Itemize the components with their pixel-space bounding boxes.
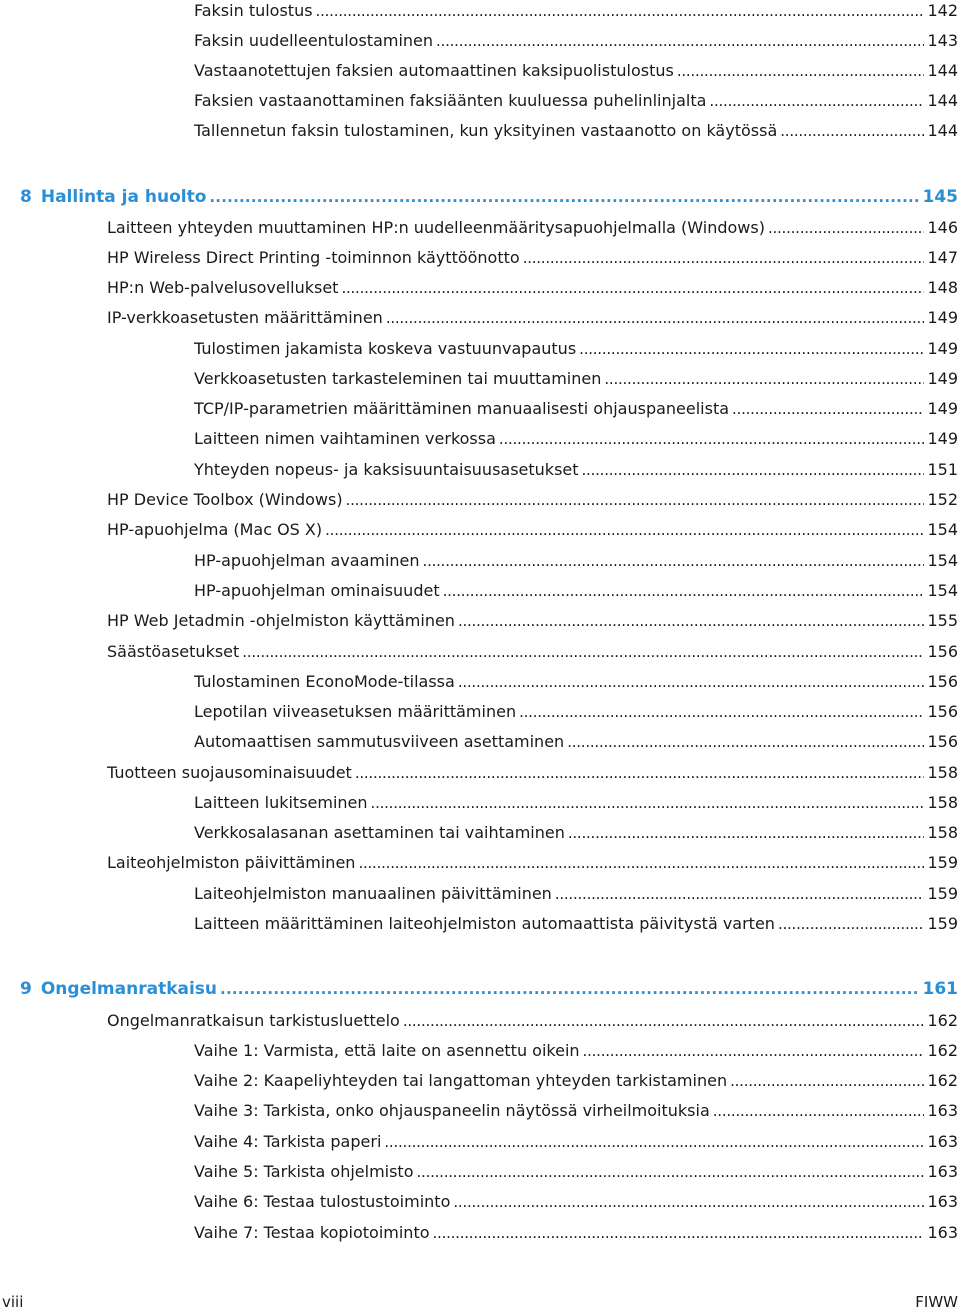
toc-dot-leader: [583, 1041, 925, 1061]
toc-entry-title: Laiteohjelmiston manuaalinen päivittäminen: [194, 884, 552, 903]
toc-entry[interactable]: [194, 1, 958, 21]
toc-entry[interactable]: [107, 520, 958, 540]
toc-entry-title: Vaihe 7: Testaa kopiotoiminto: [194, 1223, 430, 1242]
toc-entry-title: Tallennetun faksin tulostaminen, kun yksityinen vastaanotto on käytössä: [194, 121, 778, 140]
toc-entry[interactable]: [194, 460, 958, 480]
toc-entry-title: HP Device Toolbox (Windows): [107, 490, 343, 509]
toc-entry-title: Automaattisen sammutusviiveen asettaminen: [194, 732, 565, 751]
toc-entry[interactable]: [194, 551, 958, 571]
toc-dot-leader: [732, 399, 924, 419]
toc-entry-page: 143: [927, 31, 958, 50]
toc-entry[interactable]: [107, 218, 958, 238]
toc-entry-title: Vaihe 4: Tarkista paperi: [194, 1132, 382, 1151]
toc-entry[interactable]: [194, 884, 958, 904]
toc-entry-page: 162: [927, 1071, 958, 1090]
toc-entry-page: 154: [927, 520, 958, 539]
toc-entry-title: Tulostimen jakamista koskeva vastuunvapautus: [194, 339, 577, 358]
toc-entry-title: Vaihe 6: Testaa tulostustoiminto: [194, 1192, 451, 1211]
toc-entry-page: 158: [927, 793, 958, 812]
toc-dot-leader: [325, 520, 924, 540]
toc-entry[interactable]: [107, 248, 958, 268]
toc-entry[interactable]: [194, 91, 958, 111]
toc-entry-title: Laitteen nimen vaihtaminen verkossa: [194, 429, 496, 448]
footer-page-number: viii: [2, 1293, 24, 1311]
toc-entry-title: Vaihe 3: Tarkista, onko ohjauspaneelin näytössä virheilmoituksia: [194, 1101, 710, 1120]
toc-entry-title: Yhteyden nopeus- ja kaksisuuntaisuusasetukset: [194, 460, 579, 479]
toc-entry-title: Tulostaminen EconoMode-tilassa: [194, 672, 455, 691]
toc-dot-leader: [499, 429, 925, 449]
toc-chapter-heading: [20, 979, 217, 999]
toc-entry-title: IP-verkkoasetusten määrittäminen: [107, 308, 383, 327]
toc-entry-page: 148: [927, 278, 958, 297]
toc-dot-leader: [316, 1, 925, 21]
toc-entry-page: 159: [927, 884, 958, 903]
toc-entry-title: Verkkosalasanan asettaminen tai vaihtaminen: [194, 823, 565, 842]
toc-entry[interactable]: [107, 308, 958, 328]
toc-chapter-title: Hallinta ja huolto: [40, 187, 207, 207]
toc-chapter-title: Ongelmanratkaisu: [40, 979, 218, 999]
toc-dot-leader: [423, 551, 925, 571]
toc-dot-leader: [713, 1101, 925, 1121]
toc-entry-title: Lepotilan viiveasetuksen määrittäminen: [194, 702, 517, 721]
toc-dot-leader: [220, 979, 919, 999]
toc-dot-leader: [443, 581, 925, 601]
toc-entry-page: 158: [927, 823, 958, 842]
toc-dot-leader: [371, 793, 925, 813]
toc-entry[interactable]: [194, 339, 958, 359]
toc-entry-page: 149: [927, 339, 958, 358]
toc-entry[interactable]: [194, 1223, 958, 1243]
toc-entry[interactable]: [194, 793, 958, 813]
toc-chapter-entry[interactable]: [20, 187, 958, 207]
toc-entry-title: HP-apuohjelman avaaminen: [194, 551, 420, 570]
toc-dot-leader: [242, 642, 924, 662]
toc-entry-page: 163: [927, 1132, 958, 1151]
toc-entry[interactable]: [194, 1192, 958, 1212]
toc-dot-leader: [346, 490, 925, 510]
toc-entry-title: Vaihe 2: Kaapeliyhteyden tai langattoman yhteyden tarkistaminen: [194, 1071, 728, 1090]
toc-entry-page: 147: [927, 248, 958, 267]
toc-entry-title: TCP/IP-parametrien määrittäminen manuaalisesti ohjauspaneelista: [194, 399, 730, 418]
toc-entry[interactable]: [194, 31, 958, 51]
toc-dot-leader: [386, 308, 925, 328]
toc-dot-leader: [579, 339, 924, 359]
toc-entry-title: Vaihe 5: Tarkista ohjelmisto: [194, 1162, 414, 1181]
toc-entry[interactable]: [194, 1101, 958, 1121]
toc-entry-page: 156: [927, 672, 958, 691]
toc-entry-page: 154: [927, 581, 958, 600]
toc-dot-leader: [403, 1011, 925, 1031]
toc-entry-title: HP-apuohjelma (Mac OS X): [107, 520, 323, 539]
toc-dot-leader: [677, 61, 925, 81]
toc-entry-page: 162: [927, 1041, 958, 1060]
toc-entry-page: 149: [927, 399, 958, 418]
toc-entry-page: 149: [927, 308, 958, 327]
toc-chapter-number: 9: [20, 979, 32, 999]
toc-entry[interactable]: [194, 732, 958, 752]
toc-dot-leader: [778, 914, 925, 934]
toc-entry-page: 156: [927, 642, 958, 661]
toc-dot-leader: [436, 31, 924, 51]
toc-entry-page: 159: [927, 853, 958, 872]
toc-dot-leader: [780, 121, 924, 141]
toc-entry-page: 144: [927, 91, 958, 110]
toc-dot-leader: [355, 763, 925, 783]
toc-entry-title: Vaihe 1: Varmista, että laite on asennettu oikein: [194, 1041, 580, 1060]
toc-entry-page: 144: [927, 121, 958, 140]
toc-entry-page: 154: [927, 551, 958, 570]
toc-entry-title: Laitteen yhteyden muuttaminen HP:n uudelleenmääritysapuohjelmalla (Windows): [107, 218, 765, 237]
toc-dot-leader: [209, 187, 919, 207]
toc-entry[interactable]: [194, 823, 958, 843]
toc-dot-leader: [523, 248, 925, 268]
toc-entry[interactable]: [107, 278, 958, 298]
toc-entry-page: 163: [927, 1101, 958, 1120]
toc-entry-title: HP Wireless Direct Printing -toiminnon käyttöönotto: [107, 248, 520, 267]
toc-entry-page: 161: [922, 979, 958, 999]
toc-chapter-number: 8: [20, 187, 32, 207]
toc-entry[interactable]: [194, 581, 958, 601]
toc-dot-leader: [567, 732, 924, 752]
toc-dot-leader: [358, 853, 924, 873]
toc-dot-leader: [709, 91, 924, 111]
toc-entry-page: 144: [927, 61, 958, 80]
toc-entry[interactable]: [194, 369, 958, 389]
toc-entry-title: Faksien vastaanottaminen faksiäänten kuuluessa puhelinlinjalta: [194, 91, 707, 110]
toc-entry-page: 158: [927, 763, 958, 782]
toc-entry-title: Tuotteen suojausominaisuudet: [107, 763, 352, 782]
toc-entry[interactable]: [194, 61, 958, 81]
toc-entry[interactable]: [107, 763, 958, 783]
toc-dot-leader: [604, 369, 924, 389]
toc-dot-leader: [519, 702, 924, 722]
toc-entry-page: 149: [927, 429, 958, 448]
toc-entry-page: 163: [927, 1223, 958, 1242]
toc-entry-title: Verkkoasetusten tarkasteleminen tai muuttaminen: [194, 369, 602, 388]
toc-entry-title: HP:n Web-palvelusovellukset: [107, 278, 339, 297]
toc-entry[interactable]: [107, 490, 958, 510]
toc-entry-page: 156: [927, 702, 958, 721]
toc-entry-title: Faksin uudelleentulostaminen: [194, 31, 434, 50]
toc-entry[interactable]: [194, 672, 958, 692]
toc-entry[interactable]: [194, 1041, 958, 1061]
toc-entry[interactable]: [194, 121, 958, 141]
toc-entry-page: 155: [927, 611, 958, 630]
toc-entry-title: HP-apuohjelman ominaisuudet: [194, 581, 440, 600]
toc-dot-leader: [458, 611, 925, 631]
toc-dot-leader: [341, 278, 924, 298]
toc-entry-page: 146: [927, 218, 958, 237]
toc-dot-leader: [768, 218, 925, 238]
toc-dot-leader: [458, 672, 925, 692]
toc-entry-title: Vastaanotettujen faksien automaattinen kaksipuolistulostus: [194, 61, 674, 80]
toc-entry[interactable]: [194, 429, 958, 449]
toc-dot-leader: [582, 460, 925, 480]
toc-entry-page: 159: [927, 914, 958, 933]
toc-dot-leader: [384, 1132, 924, 1152]
toc-entry[interactable]: [194, 1071, 958, 1091]
toc-entry-page: 156: [927, 732, 958, 751]
toc-entry-title: HP Web Jetadmin -ohjelmiston käyttäminen: [107, 611, 455, 630]
toc-entry[interactable]: [194, 914, 958, 934]
toc-entry-title: Ongelmanratkaisun tarkistusluettelo: [107, 1011, 400, 1030]
toc-entry-title: Faksin tulostus: [194, 1, 313, 20]
toc-entry-page: 162: [927, 1011, 958, 1030]
toc-entry-page: 152: [927, 490, 958, 509]
toc-entry[interactable]: [194, 1132, 958, 1152]
toc-entry-page: 145: [922, 187, 958, 207]
toc-entry-title: Laitteen lukitseminen: [194, 793, 368, 812]
toc-chapter-entry[interactable]: [20, 979, 958, 999]
toc-chapter-heading: [20, 187, 206, 207]
toc-entry[interactable]: [107, 611, 958, 631]
toc-entry-page: 142: [927, 1, 958, 20]
toc-entry[interactable]: [194, 702, 958, 722]
toc-dot-leader: [453, 1192, 924, 1212]
toc-entry[interactable]: [107, 642, 958, 662]
toc-dot-leader: [730, 1071, 924, 1091]
toc-entry-page: 151: [927, 460, 958, 479]
toc-dot-leader: [568, 823, 925, 843]
toc-entry-title: Laitteen määrittäminen laiteohjelmiston automaattista päivitystä varten: [194, 914, 775, 933]
footer-doc-code: FIWW: [915, 1293, 958, 1311]
toc-dot-leader: [555, 884, 925, 904]
toc-entry-title: Säästöasetukset: [107, 642, 240, 661]
toc-entry-page: 149: [927, 369, 958, 388]
toc-entry[interactable]: [194, 1162, 958, 1182]
toc-entry[interactable]: [107, 853, 958, 873]
toc-dot-leader: [433, 1223, 925, 1243]
toc-entry-page: 163: [927, 1192, 958, 1211]
toc-entry[interactable]: [194, 399, 958, 419]
toc-dot-leader: [417, 1162, 925, 1182]
toc-entry[interactable]: [107, 1011, 958, 1031]
toc-entry-page: 163: [927, 1162, 958, 1181]
toc-entry-title: Laiteohjelmiston päivittäminen: [107, 853, 356, 872]
